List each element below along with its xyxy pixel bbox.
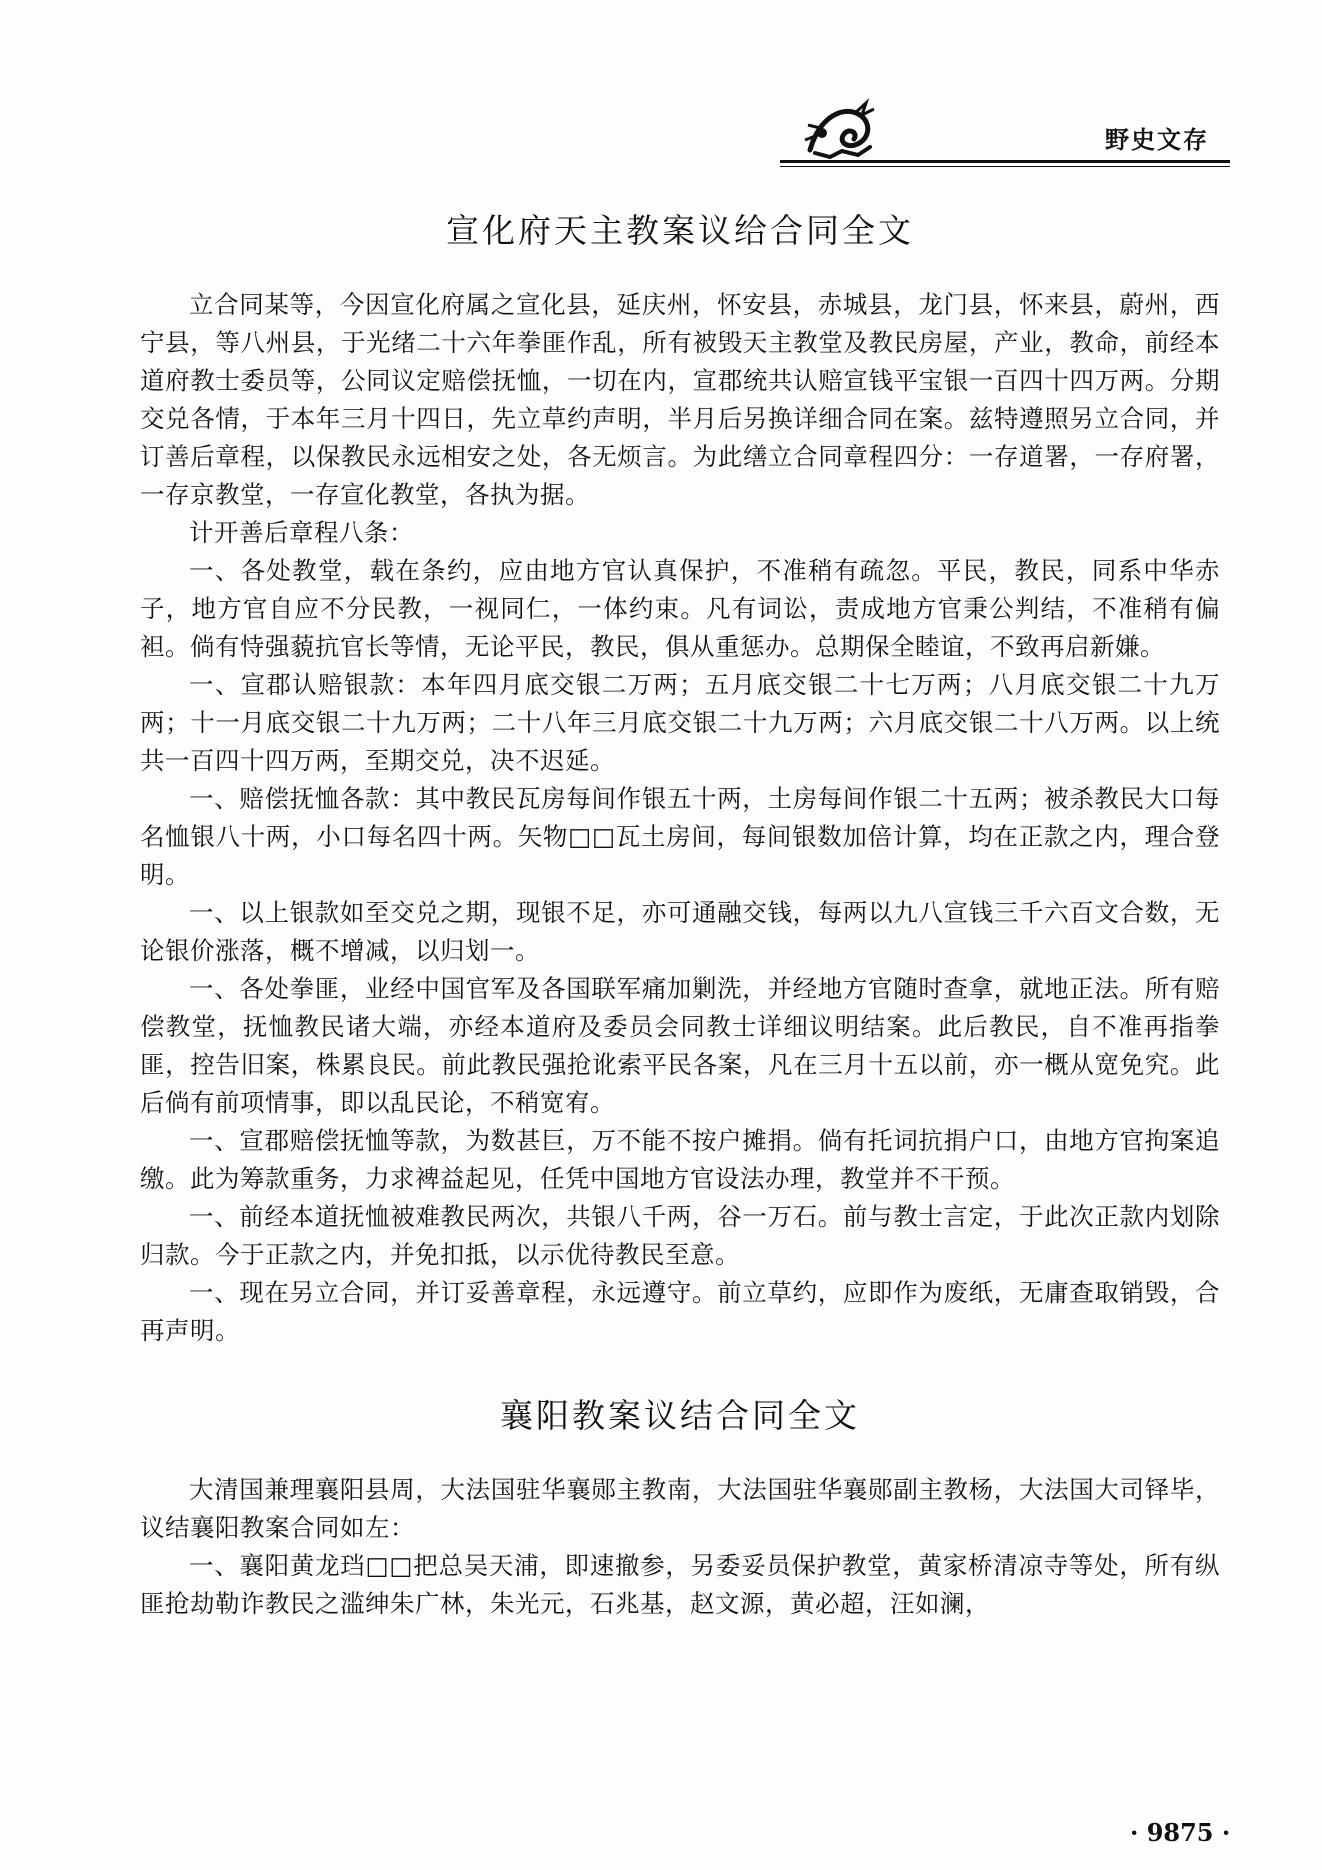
- page-header: [0, 0, 1322, 170]
- header-rule-thin: [780, 166, 1230, 167]
- paragraph: 一、宣郡赔偿抚恤等款，为数甚巨，万不能不按户摊捐。倘有托词抗捐户口，由地方官拘案追缴。此为筹款重务，力求裨益起见，任凭中国地方官设法办理，教堂并不干预。: [140, 1126, 1220, 1193]
- paragraph: 计开善后章程八条：: [189, 518, 414, 547]
- page-number: · 9875 ·: [1130, 1818, 1231, 1847]
- paragraph: 一、以上银款如至交兑之期，现银不足，亦可通融交钱，每两以九八宣钱三千六百文合数，无论银价涨落，概不增减，以归划一。: [140, 898, 1220, 965]
- paragraph: 一、前经本道抚恤被难教民两次，共银八千两，谷一万石。前与教士言定，于此次正款内划除归款。今于正款之内，并免扣抵，以示优待教民至意。: [140, 1202, 1220, 1269]
- header-rule: [780, 160, 1230, 163]
- paragraph: 一、各处拳匪，业经中国官军及各国联军痛加剿洗，并经地方官随时查拿，就地正法。所有赔偿教堂，抚恤教民诸大端，亦经本道府及委员会同教士详细议明结案。此后教民，自不准再指拳匪，控告旧案，株累良民。前此教民强抢讹索平民各案，凡在三月十五以前，亦一概从宽免究。此后倘有前项情事，即以乱民论，不稍宽宥。: [140, 974, 1220, 1117]
- paragraph: 一、各处教堂，载在条约，应由地方官认真保护，不准稍有疏忽。平民，教民，同系中华赤子，地方官自应不分民教，一视同仁，一体约束。凡有词讼，责成地方官秉公判结，不准稍有偏袒。倘有恃强藐抗官长等情，无论平民，教民，俱从重惩办。总期保全睦谊，不致再启新嫌。: [140, 556, 1220, 661]
- section-title: 襄阳教案议结合同全文: [500, 1396, 860, 1435]
- paragraph: 一、宣郡认赔银款：本年四月底交银二万两；五月底交银二十七万两；八月底交银二十九万两；十一月底交银二十九万两；二十八年三月底交银二十九万两；六月底交银二十八万两。以上统共一百四十四万两，至期交兑，决不迟延。: [140, 670, 1220, 775]
- series-title: 野史文存: [1105, 126, 1209, 154]
- paragraph: 立合同某等，今因宣化府属之宣化县，延庆州，怀安县，赤城县，龙门县，怀来县，蔚州，西宁县，等八州县，于光绪二十六年拳匪作乱，所有被毁天主教堂及教民房屋，产业，教命，前经本道府教士委员等，公同议定赔偿抚恤，一切在内，宣郡统共认赔宣钱平宝银一百四十四万两。分期交兑各情，于本年三月十四日，先立草约声明，半月后另换详细合同在案。兹特遵照另立合同，并订善后章程，以保教民永远相安之处，各无烦言。为此缮立合同章程四分：一存道署，一存府署，一存京教堂，一存宣化教堂，各执为据。: [140, 290, 1220, 509]
- main-content: [140, 205, 1220, 1623]
- paragraph: 一、襄阳黄龙珰□□把总吴天浦，即速撤参，另委妥员保护教堂，黄家桥清凉寺等处，所有纵匪抢劫勒诈教民之滥绅朱广林，朱光元，石兆基，赵文源，黄必超，汪如澜，: [140, 1551, 1220, 1618]
- paragraph: 大清国兼理襄阳县周，大法国驻华襄郧主教南，大法国驻华襄郧副主教杨，大法国大司铎毕，议结襄阳教案合同如左：: [140, 1475, 1220, 1542]
- section-title: 宣化府天主教案议给合同全文: [446, 211, 914, 250]
- paragraph: 一、现在另立合同，并订妥善章程，永远遵守。前立草约，应即作为废纸，无庸查取销毁，合再声明。: [140, 1278, 1220, 1345]
- paragraph: 一、赔偿抚恤各款：其中教民瓦房每间作银五十两，土房每间作银二十五两；被杀教民大口每名恤银八十两，小口每名四十两。矢物□□瓦土房间，每间银数加倍计算，均在正款之内，理合登明。: [140, 784, 1220, 889]
- dragon-emblem-icon: [800, 95, 880, 165]
